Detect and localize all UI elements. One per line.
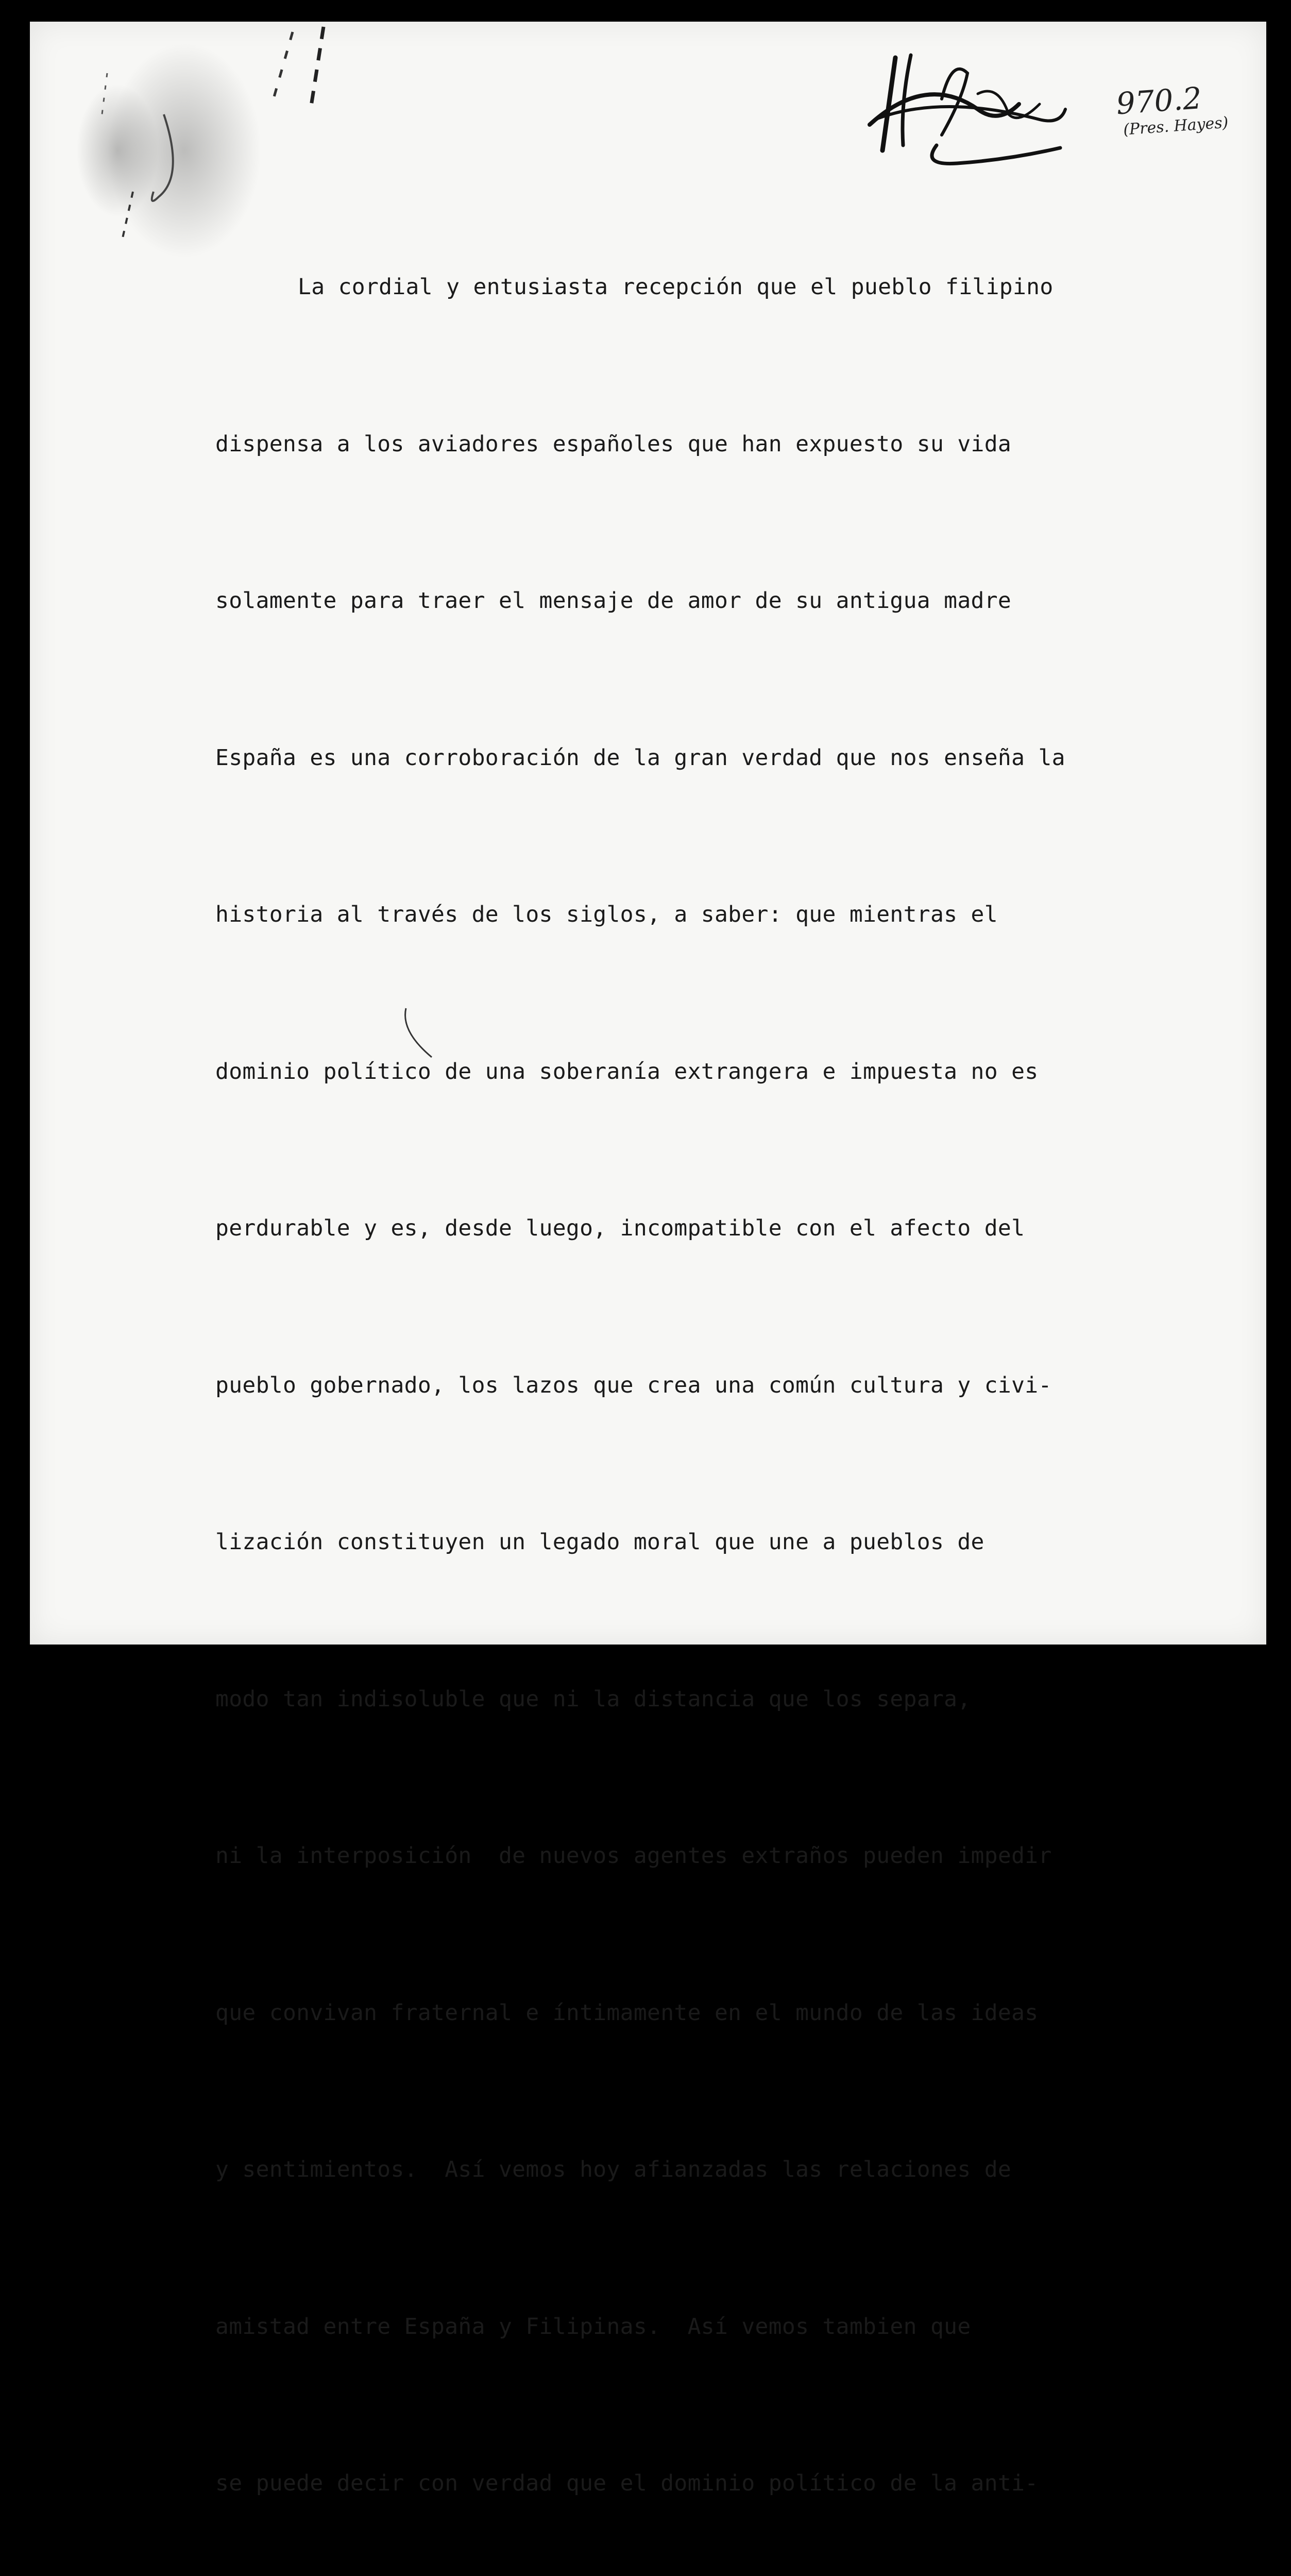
paragraph-line: amistad entre España y Filipinas. Así vemos tambien que: [215, 2313, 971, 2340]
file-note-text: (Pres. Hayes): [1123, 113, 1229, 139]
paragraph-line: La cordial y entusiasta recepción que el pueblo filipino: [298, 274, 1054, 300]
handwritten-signature: [864, 42, 1122, 176]
paragraph-line: modo tan indisoluble que ni la distancia que los separa,: [215, 1686, 971, 1712]
file-annotation: [1115, 80, 1229, 141]
paragraph-line: y sentimientos. Así vemos hoy afianzadas las relaciones de: [215, 2157, 1012, 2182]
paragraph-line: solamente para traer el mensaje de amor de su antigua madre: [215, 588, 1012, 614]
paragraph-line: dispensa a los aviadores españoles que han expuesto su vida: [215, 431, 1012, 457]
paragraph-line: dominio político de una soberanía extrangera e impuesta no es: [215, 1058, 1039, 1084]
file-number: 970.2: [1115, 80, 1203, 122]
paragraph-line: historia al través de los siglos, a saber: que mientras el: [215, 902, 998, 927]
typed-paragraph: [215, 157, 1065, 2576]
paragraph-line: se puede decir con verdad que el dominio político de la anti-: [215, 2470, 1039, 2496]
paragraph-line: perdurable y es, desde luego, incompatible con el afecto del: [215, 1215, 1025, 1241]
document-page: [30, 22, 1266, 2496]
paragraph-line: lización constituyen un legado moral que une a pueblos de: [215, 1529, 984, 1555]
paragraph-line: España es una corroboración de la gran verdad que nos enseña la: [215, 744, 1065, 771]
paragraph-line: pueblo gobernado, los lazos que crea una común cultura y civi-: [215, 1372, 1052, 1398]
paragraph-line: ni la interposición de nuevos agentes extraños pueden impedir: [215, 1843, 1052, 1869]
paragraph-line: que convivan fraternal e íntimamente en el mundo de las ideas: [215, 1999, 1039, 2026]
